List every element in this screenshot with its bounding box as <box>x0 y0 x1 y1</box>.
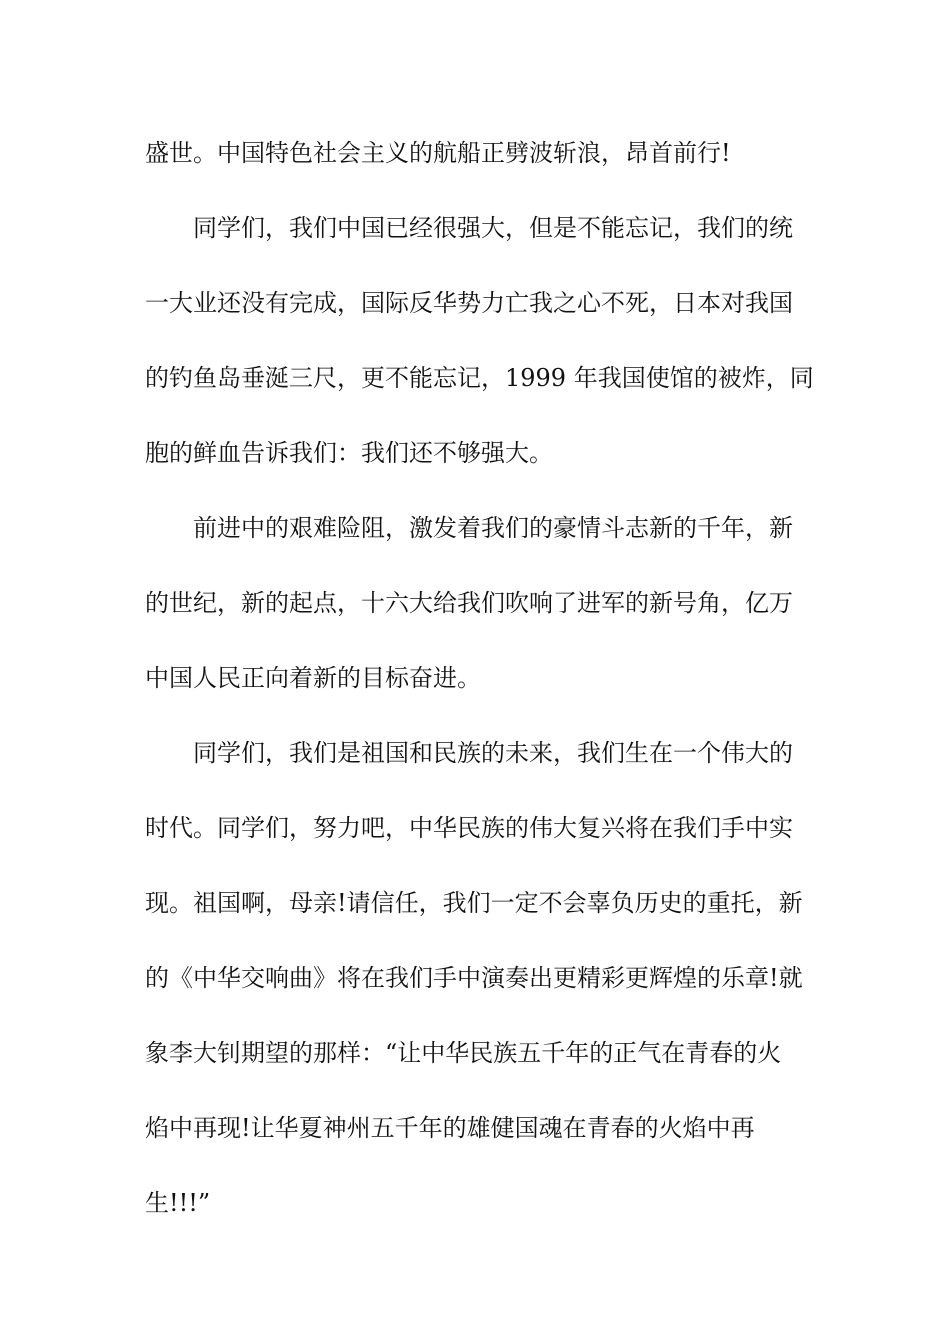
text-line: 象李大钊期望的那样：“让中华民族五千年的正气在青春的火 <box>145 1039 782 1067</box>
text-line: 的《中华交响曲》将在我们手中演奏出更精彩更辉煌的乐章!就 <box>145 964 803 992</box>
text-line: 焰中再现!让华夏神州五千年的雄健国魂在青春的火焰中再 <box>145 1114 755 1142</box>
text-line: 中国人民正向着新的目标奋进。 <box>145 664 481 692</box>
text-line: 时代。同学们，努力吧，中华民族的伟大复兴将在我们手中实 <box>145 814 793 842</box>
text-line: 生!!!” <box>145 1189 211 1217</box>
text-line: 的世纪，新的起点，十六大给我们吹响了进军的新号角，亿万 <box>145 589 793 617</box>
text-line: 胞的鲜血告诉我们：我们还不够强大。 <box>145 439 553 467</box>
text-line: 一大业还没有完成，国际反华势力亡我之心不死，日本对我国 <box>145 289 793 317</box>
text-line: 的钓鱼岛垂涎三尺，更不能忘记，1999 年我国使馆的被炸，同 <box>145 364 814 392</box>
text-line: 盛世。中国特色社会主义的航船正劈波斩浪，昂首前行! <box>145 139 731 167</box>
paragraph-first-line: 同学们，我们中国已经很强大，但是不能忘记，我们的统 <box>193 214 793 242</box>
paragraph-first-line: 同学们，我们是祖国和民族的未来，我们生在一个伟大的 <box>193 739 793 767</box>
paragraph-first-line: 前进中的艰难险阻，激发着我们的豪情斗志新的千年，新 <box>193 514 793 542</box>
text-line: 现。祖国啊，母亲!请信任，我们一定不会辜负历史的重托，新 <box>145 889 803 917</box>
